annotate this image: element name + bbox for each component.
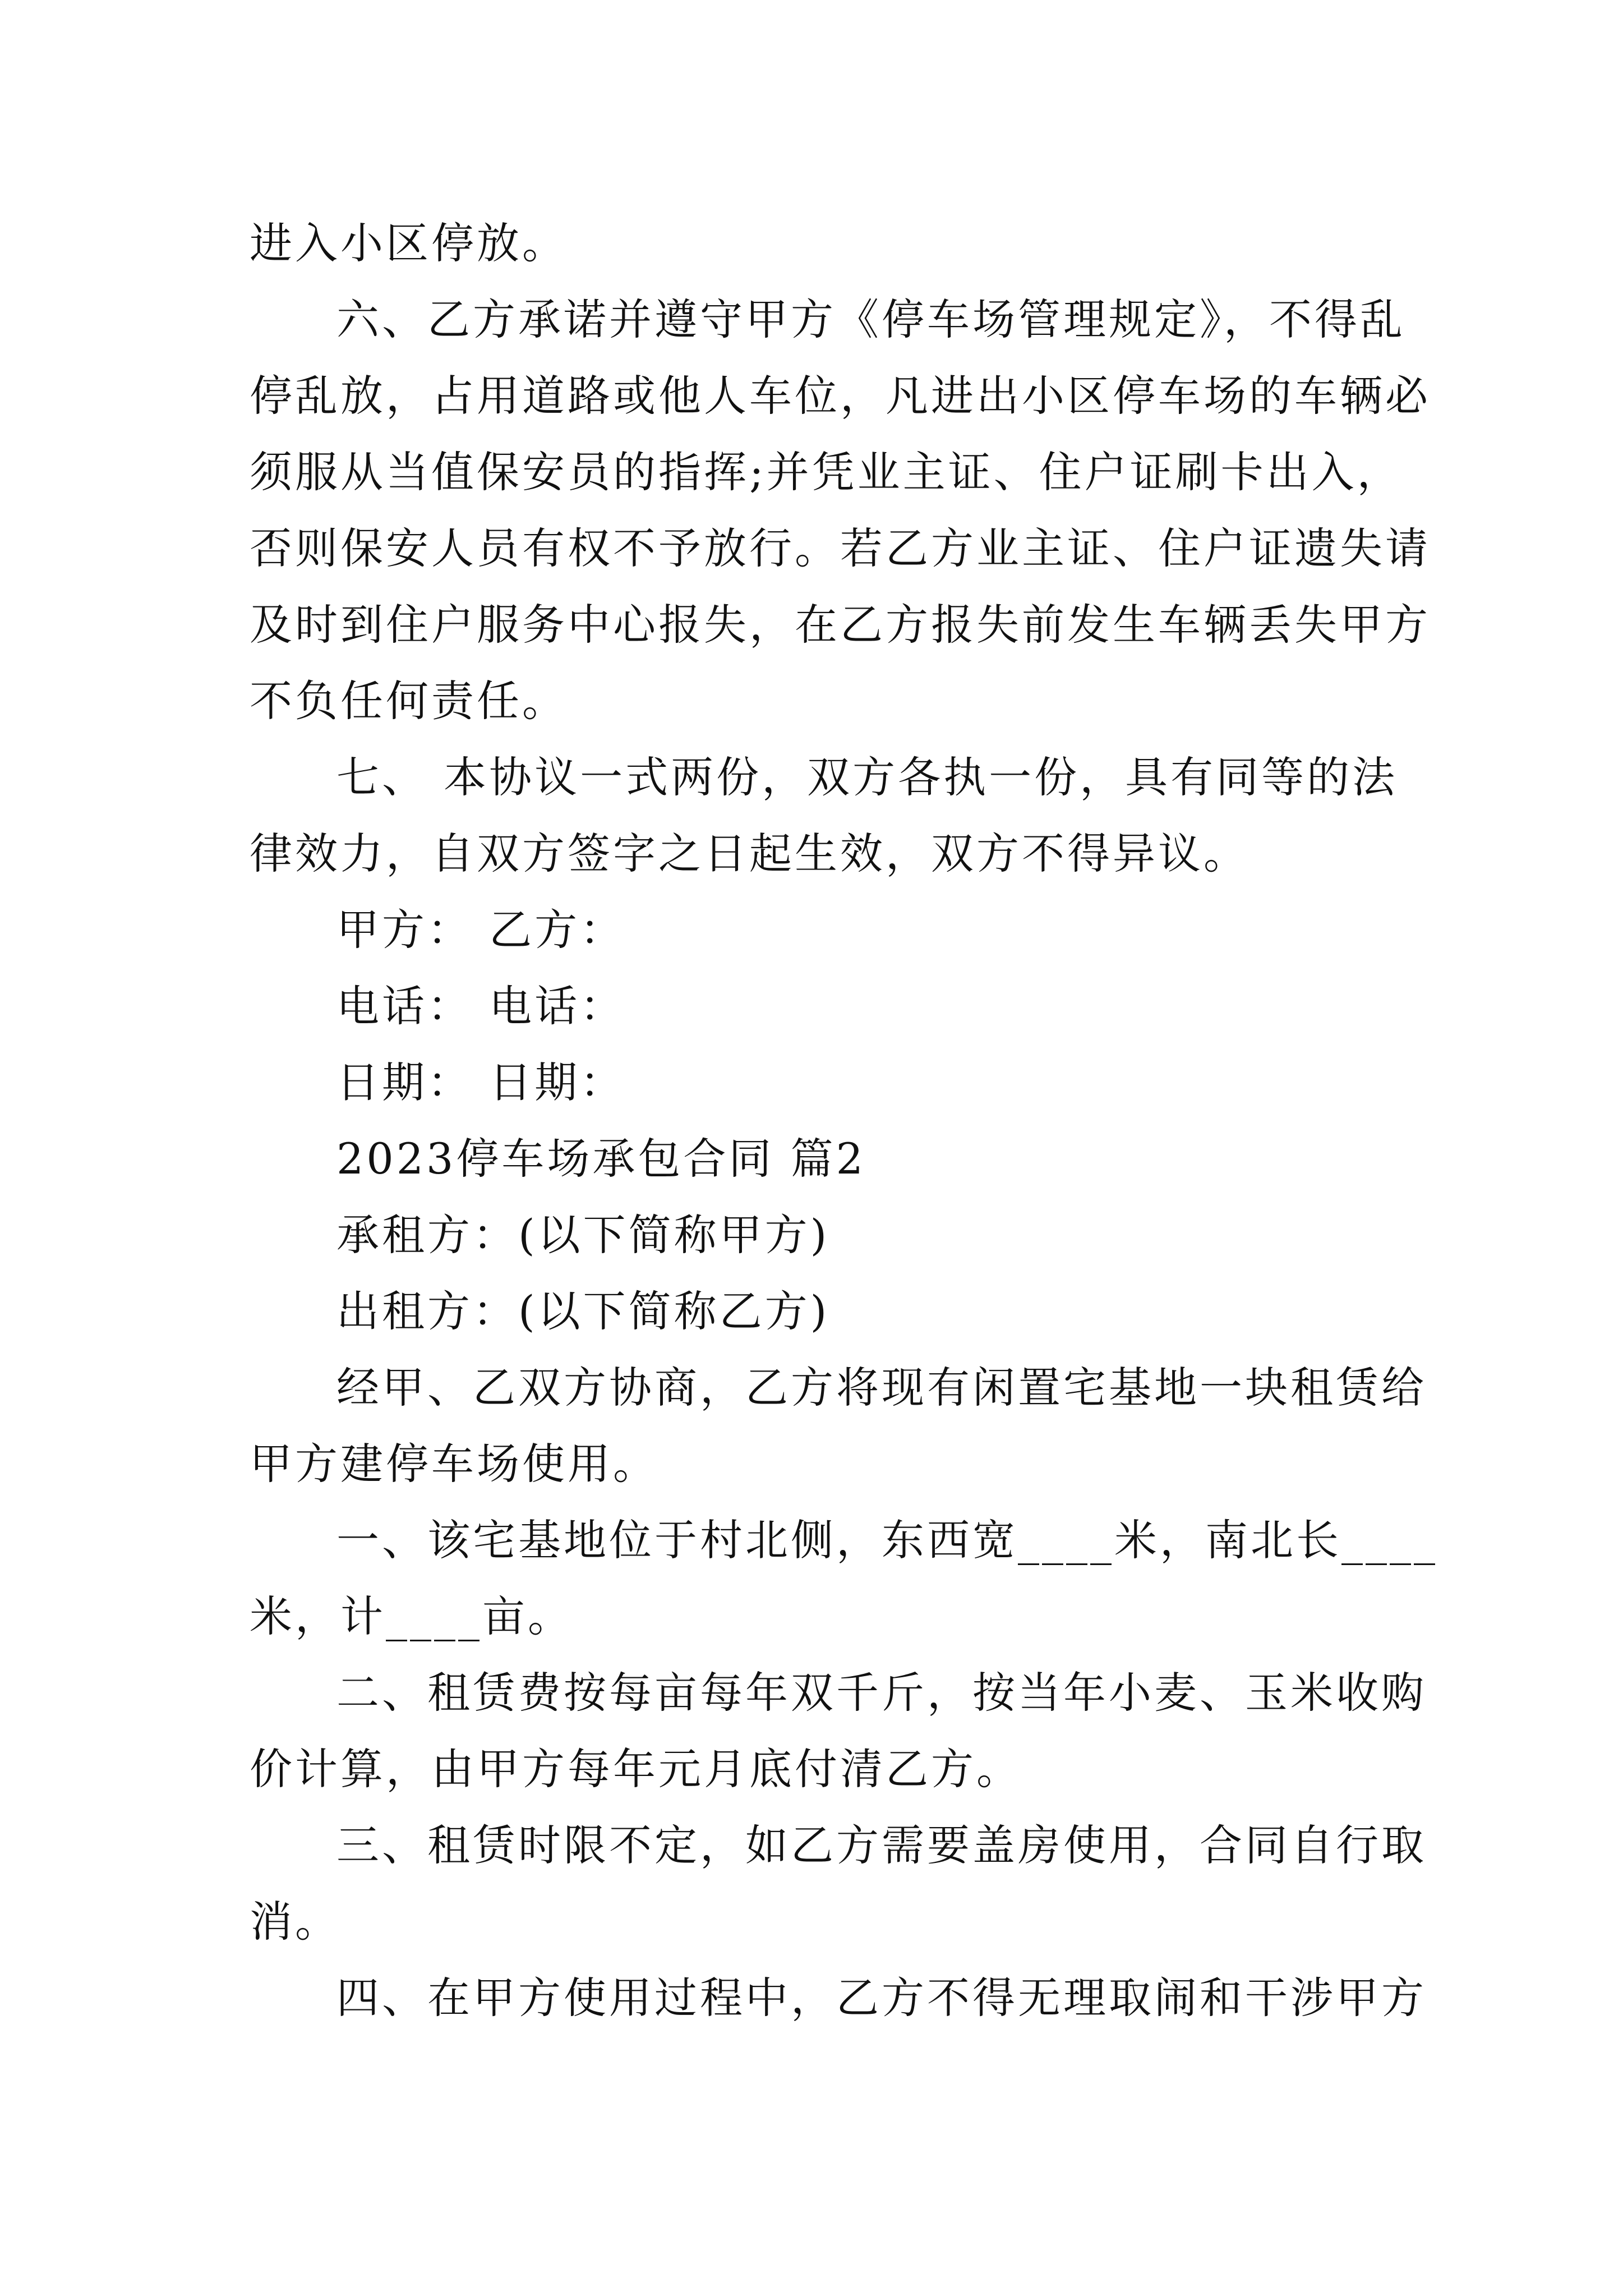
signature-phone-line: 电话： 电话： [336, 981, 626, 1031]
section-heading: 2023停车场承包合同 篇2 [336, 1134, 866, 1184]
lessee-line: 承租方：(以下简称甲方) [336, 1210, 830, 1260]
text-line-17: 甲方建停车场使用。 [250, 1439, 658, 1489]
text-line-4: 须服从当值保安员的指挥;并凭业主证、住户证刷卡出入， [250, 447, 1403, 497]
text-line-22: 三、租赁时限不定，如乙方需要盖房使用，合同自行取 [336, 1820, 1427, 1870]
text-line-6: 及时到住户服务中心报失，在乙方报失前发生车辆丢失甲方 [250, 600, 1431, 650]
text-line-20: 二、租赁费按每亩每年双千斤，按当年小麦、玉米收购 [336, 1668, 1427, 1718]
signature-date-line: 日期： 日期： [336, 1057, 626, 1107]
text-line-1: 进入小区停放。 [250, 218, 568, 268]
text-line-19: 米，计____亩。 [250, 1591, 573, 1641]
text-line-24: 四、在甲方使用过程中，乙方不得无理取闹和干涉甲方 [336, 1973, 1427, 2023]
text-line-21: 价计算，由甲方每年元月底付清乙方。 [250, 1744, 1022, 1794]
text-line-2: 六、乙方承诺并遵守甲方《停车场管理规定》，不得乱 [336, 295, 1405, 344]
text-line-9: 律效力，自双方签字之日起生效，双方不得异议。 [250, 829, 1249, 878]
text-line-3: 停乱放，占用道路或他人车位，凡进出小区停车场的车辆必 [250, 371, 1431, 421]
text-line-8: 七、 本协议一式两份，双方各执一份，具有同等的法 [336, 752, 1398, 802]
text-line-18: 一、该宅基地位于村北侧，东西宽____米，南北长____ [336, 1515, 1438, 1565]
text-line-16: 经甲、乙双方协商，乙方将现有闲置宅基地一块租赁给 [336, 1363, 1427, 1412]
text-line-7: 不负任何责任。 [250, 676, 568, 726]
signature-party-line: 甲方： 乙方： [336, 905, 626, 955]
text-line-23: 消。 [250, 1897, 340, 1947]
lessor-line: 出租方：(以下简称乙方) [336, 1286, 830, 1336]
text-line-5: 否则保安人员有权不予放行。若乙方业主证、住户证遗失请 [250, 523, 1431, 573]
